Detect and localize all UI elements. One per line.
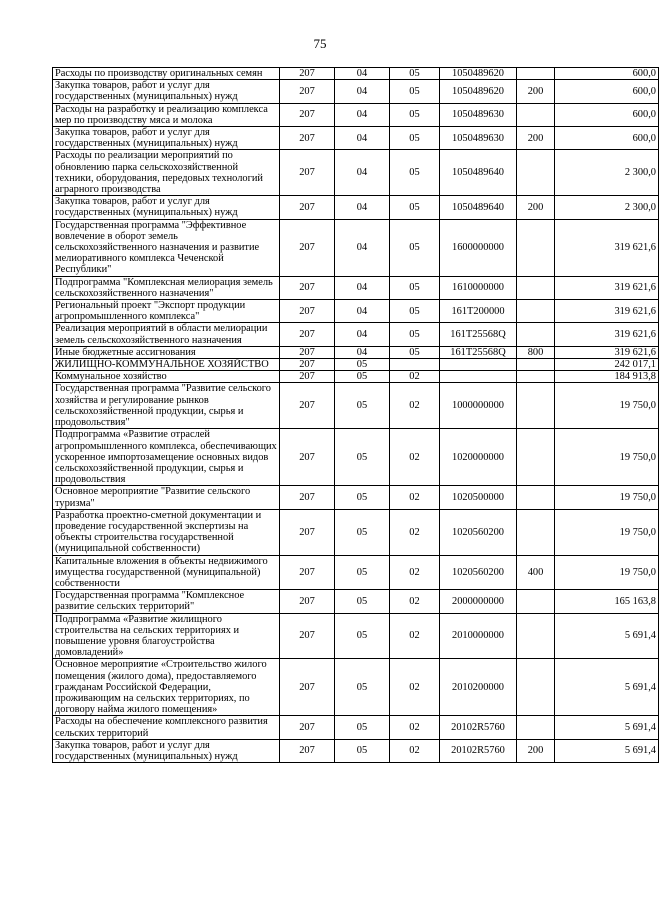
row-name: Закупка товаров, работ и услуг для государственных (муниципальных) нужд (53, 127, 280, 150)
expense-type-code: 200 (517, 196, 555, 219)
expense-type-code (517, 486, 555, 509)
target-article-code: 1050489620 (440, 68, 517, 80)
section-code: 04 (335, 300, 390, 323)
subsection-code: 02 (390, 429, 440, 486)
ministry-code: 207 (280, 80, 335, 103)
amount: 19 750,0 (555, 509, 659, 555)
row-name: Региональный проект "Экспорт продукции агропромышленного комплекса" (53, 300, 280, 323)
row-name: Расходы по реализации мероприятий по обновлению парка сельскохозяйственной техники, оборудования, передовых технологий аграрного производства (53, 150, 280, 196)
table-row (53, 127, 659, 150)
section-code: 05 (335, 613, 390, 659)
section-code: 05 (335, 716, 390, 739)
subsection-code: 05 (390, 150, 440, 196)
amount: 5 691,4 (555, 739, 659, 762)
target-article-code: 1050489630 (440, 127, 517, 150)
row-name: Реализация мероприятий в области мелиорации земель сельскохозяйственного назначения (53, 323, 280, 346)
target-article-code: 1610000000 (440, 276, 517, 299)
subsection-code: 02 (390, 739, 440, 762)
amount: 165 163,8 (555, 590, 659, 613)
row-name: Расходы по производству оригинальных семян (53, 68, 280, 80)
section-code: 04 (335, 219, 390, 276)
target-article-code (440, 359, 517, 371)
subsection-code: 05 (390, 196, 440, 219)
table-row (53, 486, 659, 509)
target-article-code: 20102R5760 (440, 716, 517, 739)
subsection-code: 02 (390, 659, 440, 716)
target-article-code: 1600000000 (440, 219, 517, 276)
expense-type-code: 200 (517, 739, 555, 762)
row-name: Подпрограмма «Развитие жилищного строительства на сельских территориях и повышение уровня благоустройства домовладений» (53, 613, 280, 659)
table-row (53, 429, 659, 486)
expense-type-code (517, 300, 555, 323)
ministry-code: 207 (280, 613, 335, 659)
row-name: Закупка товаров, работ и услуг для государственных (муниципальных) нужд (53, 80, 280, 103)
section-code: 04 (335, 196, 390, 219)
row-name: ЖИЛИЩНО-КОММУНАЛЬНОЕ ХОЗЯЙСТВО (53, 359, 280, 371)
table-row (53, 371, 659, 383)
expense-type-code (517, 659, 555, 716)
ministry-code: 207 (280, 346, 335, 358)
ministry-code: 207 (280, 150, 335, 196)
table-row (53, 196, 659, 219)
target-article-code (440, 371, 517, 383)
target-article-code: 161T25568Q (440, 346, 517, 358)
amount: 2 300,0 (555, 150, 659, 196)
target-article-code: 1020500000 (440, 486, 517, 509)
expense-type-code (517, 359, 555, 371)
table-row (53, 555, 659, 590)
ministry-code: 207 (280, 716, 335, 739)
amount: 242 017,1 (555, 359, 659, 371)
subsection-code: 02 (390, 555, 440, 590)
expense-type-code (517, 103, 555, 126)
section-code: 05 (335, 659, 390, 716)
amount: 5 691,4 (555, 716, 659, 739)
target-article-code: 20102R5760 (440, 739, 517, 762)
subsection-code: 02 (390, 509, 440, 555)
table-row (53, 219, 659, 276)
ministry-code: 207 (280, 68, 335, 80)
amount: 319 621,6 (555, 300, 659, 323)
amount: 19 750,0 (555, 486, 659, 509)
page-number: 75 (313, 36, 327, 51)
expense-type-code: 200 (517, 80, 555, 103)
expense-type-code (517, 429, 555, 486)
target-article-code: 1000000000 (440, 383, 517, 429)
budget-table (52, 67, 659, 763)
table-row (53, 276, 659, 299)
expense-type-code (517, 383, 555, 429)
subsection-code: 02 (390, 371, 440, 383)
section-code: 04 (335, 150, 390, 196)
ministry-code: 207 (280, 590, 335, 613)
table-row (53, 68, 659, 80)
table-row (53, 150, 659, 196)
subsection-code: 02 (390, 613, 440, 659)
expense-type-code (517, 716, 555, 739)
section-code: 04 (335, 323, 390, 346)
budget-table-body (53, 68, 659, 763)
table-row (53, 509, 659, 555)
subsection-code: 05 (390, 219, 440, 276)
section-code: 04 (335, 80, 390, 103)
subsection-code: 05 (390, 300, 440, 323)
section-code: 05 (335, 590, 390, 613)
expense-type-code: 400 (517, 555, 555, 590)
row-name: Коммунальное хозяйство (53, 371, 280, 383)
subsection-code: 02 (390, 486, 440, 509)
expense-type-code (517, 613, 555, 659)
table-row (53, 590, 659, 613)
amount: 5 691,4 (555, 659, 659, 716)
amount: 19 750,0 (555, 555, 659, 590)
subsection-code: 05 (390, 103, 440, 126)
section-code: 04 (335, 127, 390, 150)
target-article-code: 1050489640 (440, 196, 517, 219)
subsection-code: 05 (390, 68, 440, 80)
row-name: Государственная программа "Развитие сельского хозяйства и регулирование рынков сельскохозяйственной продукции, сырья и продовольствия" (53, 383, 280, 429)
table-row (53, 659, 659, 716)
amount: 319 621,6 (555, 219, 659, 276)
row-name: Подпрограмма «Развитие отраслей агропромышленного комплекса, обеспечивающих ускоренное импортозамещение основных видов сельскохозяйственной продукции, сырья и продовольствия (53, 429, 280, 486)
subsection-code: 02 (390, 716, 440, 739)
target-article-code: 1020560200 (440, 555, 517, 590)
table-row (53, 300, 659, 323)
row-name: Государственная программа "Комплексное развитие сельских территорий" (53, 590, 280, 613)
amount: 319 621,6 (555, 276, 659, 299)
amount: 600,0 (555, 68, 659, 80)
section-code: 05 (335, 509, 390, 555)
ministry-code: 207 (280, 103, 335, 126)
ministry-code: 207 (280, 486, 335, 509)
subsection-code: 02 (390, 590, 440, 613)
target-article-code: 1020560200 (440, 509, 517, 555)
subsection-code (390, 359, 440, 371)
subsection-code: 05 (390, 276, 440, 299)
section-code: 05 (335, 429, 390, 486)
section-code: 05 (335, 486, 390, 509)
ministry-code: 207 (280, 276, 335, 299)
section-code: 04 (335, 276, 390, 299)
section-code: 05 (335, 383, 390, 429)
section-code: 05 (335, 739, 390, 762)
target-article-code: 2000000000 (440, 590, 517, 613)
row-name: Закупка товаров, работ и услуг для государственных (муниципальных) нужд (53, 196, 280, 219)
amount: 600,0 (555, 103, 659, 126)
amount: 2 300,0 (555, 196, 659, 219)
ministry-code: 207 (280, 555, 335, 590)
expense-type-code: 200 (517, 127, 555, 150)
target-article-code: 1050489630 (440, 103, 517, 126)
table-row (53, 103, 659, 126)
expense-type-code (517, 509, 555, 555)
amount: 19 750,0 (555, 429, 659, 486)
subsection-code: 05 (390, 323, 440, 346)
ministry-code: 207 (280, 300, 335, 323)
ministry-code: 207 (280, 371, 335, 383)
table-row (53, 383, 659, 429)
amount: 600,0 (555, 127, 659, 150)
table-row (53, 323, 659, 346)
target-article-code: 161T200000 (440, 300, 517, 323)
row-name: Расходы на обеспечение комплексного развития сельских территорий (53, 716, 280, 739)
table-row (53, 359, 659, 371)
ministry-code: 207 (280, 196, 335, 219)
ministry-code: 207 (280, 383, 335, 429)
target-article-code: 1050489640 (440, 150, 517, 196)
target-article-code: 161T25568Q (440, 323, 517, 346)
table-row (53, 80, 659, 103)
amount: 5 691,4 (555, 613, 659, 659)
section-code: 05 (335, 359, 390, 371)
row-name: Капитальные вложения в объекты недвижимого имущества государственной (муниципальной) собственности (53, 555, 280, 590)
ministry-code: 207 (280, 509, 335, 555)
ministry-code: 207 (280, 323, 335, 346)
target-article-code: 1050489620 (440, 80, 517, 103)
row-name: Расходы на разработку и реализацию комплекса мер по производству мяса и молока (53, 103, 280, 126)
expense-type-code (517, 150, 555, 196)
ministry-code: 207 (280, 739, 335, 762)
section-code: 04 (335, 103, 390, 126)
row-name: Подпрограмма "Комплексная мелиорация земель сельскохозяйственного назначения" (53, 276, 280, 299)
subsection-code: 02 (390, 383, 440, 429)
amount: 319 621,6 (555, 323, 659, 346)
expense-type-code (517, 68, 555, 80)
row-name: Государственная программа "Эффективное вовлечение в оборот земель сельскохозяйственного назначения и развитие мелиоративного комплекса Чеченской Республики" (53, 219, 280, 276)
ministry-code: 207 (280, 127, 335, 150)
row-name: Иные бюджетные ассигнования (53, 346, 280, 358)
section-code: 04 (335, 346, 390, 358)
expense-type-code (517, 219, 555, 276)
amount: 184 913,8 (555, 371, 659, 383)
subsection-code: 05 (390, 127, 440, 150)
table-row (53, 716, 659, 739)
table-row (53, 739, 659, 762)
row-name: Закупка товаров, работ и услуг для государственных (муниципальных) нужд (53, 739, 280, 762)
table-row (53, 346, 659, 358)
expense-type-code (517, 323, 555, 346)
ministry-code: 207 (280, 659, 335, 716)
expense-type-code: 800 (517, 346, 555, 358)
row-name: Основное мероприятие "Развитие сельского туризма" (53, 486, 280, 509)
section-code: 04 (335, 68, 390, 80)
target-article-code: 2010200000 (440, 659, 517, 716)
ministry-code: 207 (280, 359, 335, 371)
amount: 600,0 (555, 80, 659, 103)
expense-type-code (517, 371, 555, 383)
subsection-code: 05 (390, 346, 440, 358)
section-code: 05 (335, 555, 390, 590)
row-name: Основное мероприятие «Строительство жилого помещения (жилого дома), предоставляемого гражданам Российской Федерации, проживающим на сельских территориях, по договору найма жилого помещения» (53, 659, 280, 716)
subsection-code: 05 (390, 80, 440, 103)
amount: 19 750,0 (555, 383, 659, 429)
expense-type-code (517, 590, 555, 613)
ministry-code: 207 (280, 219, 335, 276)
amount: 319 621,6 (555, 346, 659, 358)
row-name: Разработка проектно-сметной документации и проведение государственной экспертизы на объекты строительства государственной (муниципальной собственности) (53, 509, 280, 555)
target-article-code: 2010000000 (440, 613, 517, 659)
table-row (53, 613, 659, 659)
section-code: 05 (335, 371, 390, 383)
ministry-code: 207 (280, 429, 335, 486)
expense-type-code (517, 276, 555, 299)
target-article-code: 1020000000 (440, 429, 517, 486)
